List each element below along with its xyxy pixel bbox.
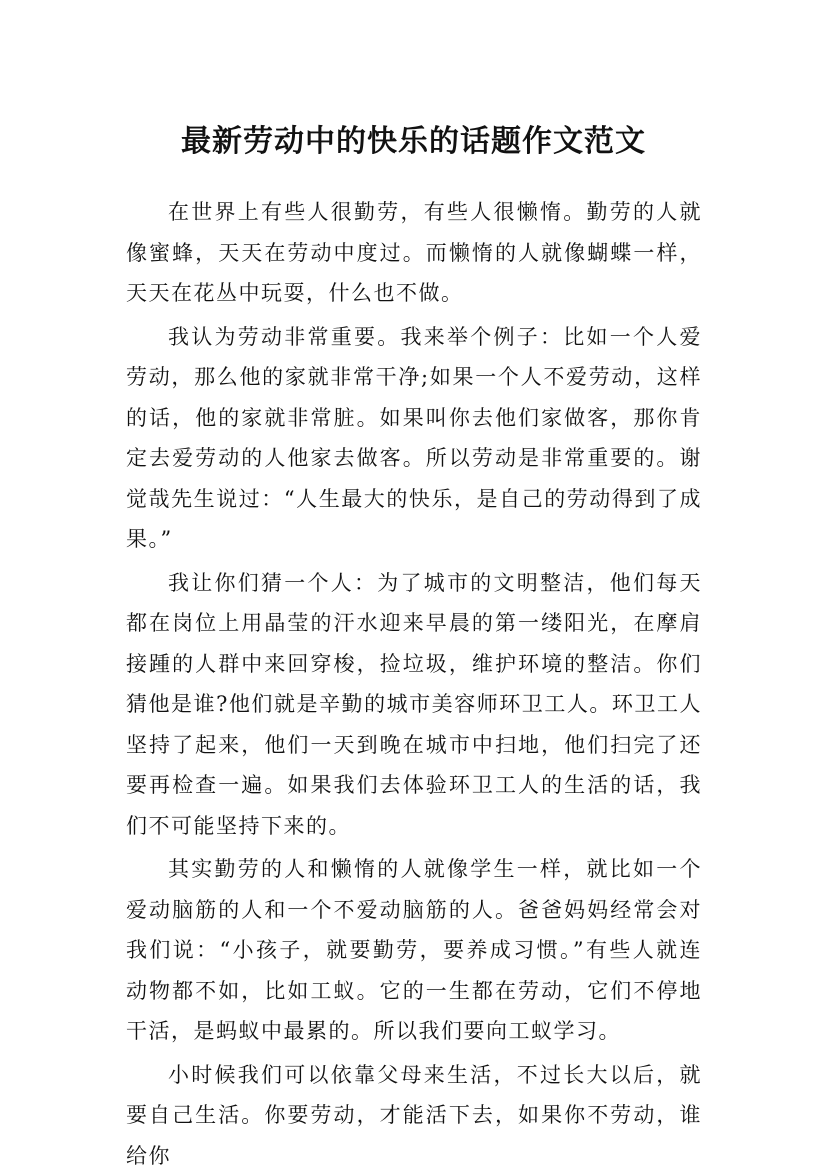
document-title: 最新劳动中的快乐的话题作文范文	[0, 120, 827, 164]
paragraph-5: 小时候我们可以依靠父母来生活，不过长大以后，就要自己生活。你要劳动，才能活下去，如果你不劳动，谁给你	[126, 1055, 702, 1176]
document-body	[126, 192, 702, 1176]
paragraph-3: 我让你们猜一个人：为了城市的文明整洁，他们每天都在岗位上用晶莹的汗水迎来早晨的第一缕阳光，在摩肩接踵的人群中来回穿梭，捡垃圾，维护环境的整洁。你们猜他是谁?他们就是辛勤的城市美容师环卫工人。环卫工人坚持了起来，他们一天到晚在城市中扫地，他们扫完了还要再检查一遍。如果我们去体验环卫工人的生活的话，我们不可能坚持下来的。	[126, 563, 702, 847]
paragraph-2: 我认为劳动非常重要。我来举个例子：比如一个人爱劳动，那么他的家就非常干净;如果一个人不爱劳动，这样的话，他的家就非常脏。如果叫你去他们家做客，那你肯定去爱劳动的人他家去做客。所以劳动是非常重要的。谢觉哉先生说过：“人生最大的快乐，是自己的劳动得到了成果。”	[126, 317, 702, 560]
paragraph-4: 其实勤劳的人和懒惰的人就像学生一样，就比如一个爱动脑筋的人和一个不爱动脑筋的人。爸爸妈妈经常会对我们说：“小孩子，就要勤劳，要养成习惯。”有些人就连动物都不如，比如工蚁。它的一生都在劳动，它们不停地干活，是蚂蚁中最累的。所以我们要向工蚁学习。	[126, 849, 702, 1052]
paragraph-1: 在世界上有些人很勤劳，有些人很懒惰。勤劳的人就像蜜蜂，天天在劳动中度过。而懒惰的人就像蝴蝶一样，天天在花丛中玩耍，什么也不做。	[126, 192, 702, 314]
